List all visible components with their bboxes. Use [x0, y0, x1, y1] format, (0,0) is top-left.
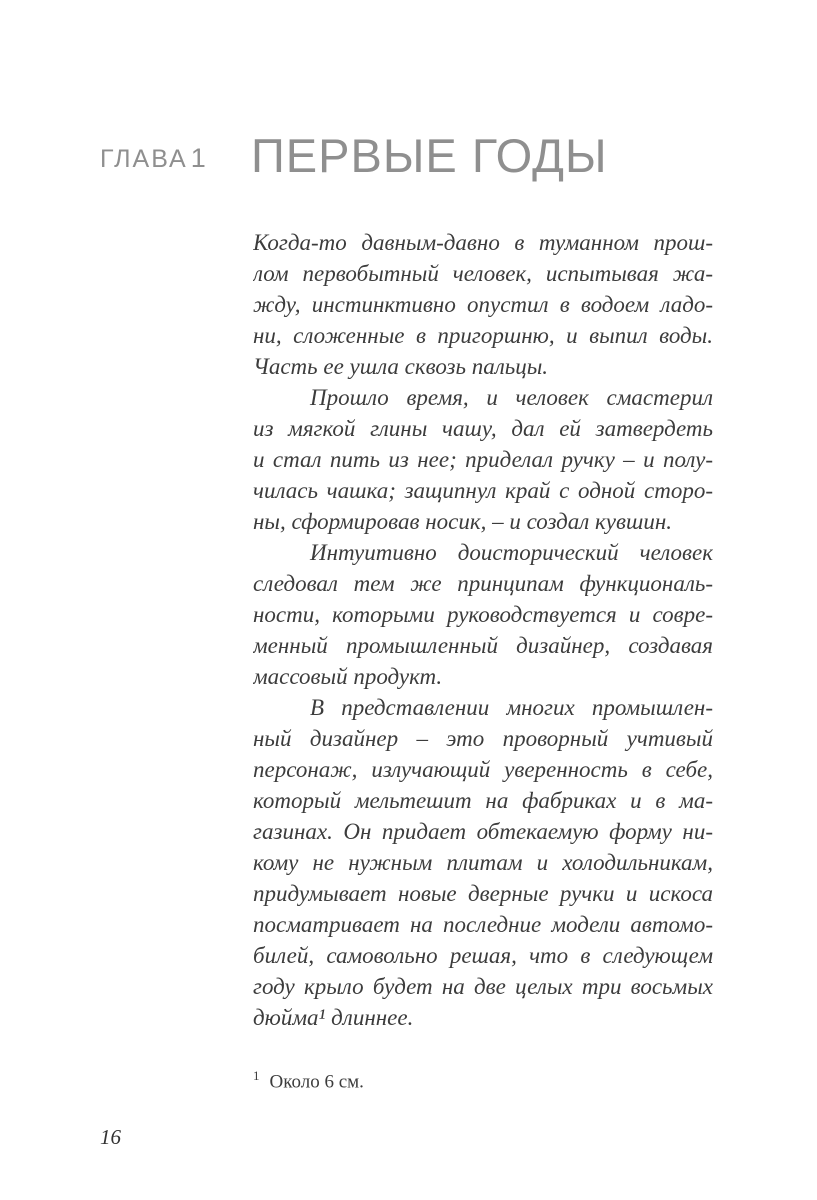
- text-line: придумывает новые дверные ручки и искоса: [253, 881, 713, 906]
- text-line: следовал тем же принципам функциональ-: [253, 571, 713, 596]
- text-line: который мельтешит на фабриках и в ма-: [253, 788, 713, 813]
- text-line: жду, инстинктивно опустил в водоем ладо-: [253, 292, 713, 317]
- body-text: [253, 227, 713, 1033]
- text-line: кому не нужным плитам и холодильникам,: [253, 850, 713, 875]
- text-line: менный промышленный дизайнер, создавая: [253, 633, 713, 658]
- chapter-label-text: ГЛАВА: [100, 145, 188, 173]
- text-line: билей, самовольно решая, что в следующем: [253, 943, 713, 968]
- text-line: Часть ее ушла сквозь пальцы.: [253, 354, 549, 379]
- text-line: массовый продукт.: [253, 664, 443, 689]
- paragraph: [253, 227, 713, 382]
- chapter-label: [100, 143, 206, 174]
- footnote-text: Около 6 см.: [269, 1071, 364, 1093]
- text-line: и стал пить из нее; приделал ручку – и полу-: [253, 447, 713, 472]
- text-line: ни, сложенные в пригоршню, и выпил воды.: [253, 323, 713, 348]
- text-line: Интуитивно доисторический человек: [310, 540, 713, 565]
- footnote-marker: 1: [253, 1068, 260, 1083]
- paragraph: [253, 692, 713, 1033]
- footnote: [253, 1068, 713, 1093]
- chapter-title: ПЕРВЫЕ ГОДЫ: [251, 129, 608, 182]
- text-line: ный дизайнер – это проворный учтивый: [253, 726, 713, 751]
- text-line: посматривает на последние модели автомо-: [253, 912, 713, 937]
- paragraph: [253, 537, 713, 692]
- text-line: ны, сформировав носик, – и создал кувшин.: [253, 509, 673, 534]
- text-line: Когда-то давным-давно в туманном прош-: [253, 230, 713, 255]
- text-line: чилась чашка; защипнул край с одной сторо-: [253, 478, 713, 503]
- text-line: из мягкой глины чашу, дал ей затвердеть: [253, 416, 713, 441]
- page-number: 16: [100, 1125, 121, 1149]
- text-line: В представлении многих промышлен-: [310, 695, 713, 720]
- text-line: дюйма¹ длиннее.: [253, 1005, 414, 1030]
- text-line: лом первобытный человек, испытывая жа-: [253, 261, 713, 286]
- paragraph: [253, 382, 713, 537]
- chapter-number: 1: [190, 143, 206, 173]
- text-line: году крыло будет на две целых три восьмых: [253, 974, 713, 999]
- text-line: ности, которыми руководствуется и совре-: [253, 602, 713, 627]
- text-line: персонаж, излучающий уверенность в себе,: [253, 757, 713, 782]
- text-line: газинах. Он придает обтекаемую форму ни-: [253, 819, 713, 844]
- text-line: Прошло время, и человек смастерил: [310, 385, 713, 410]
